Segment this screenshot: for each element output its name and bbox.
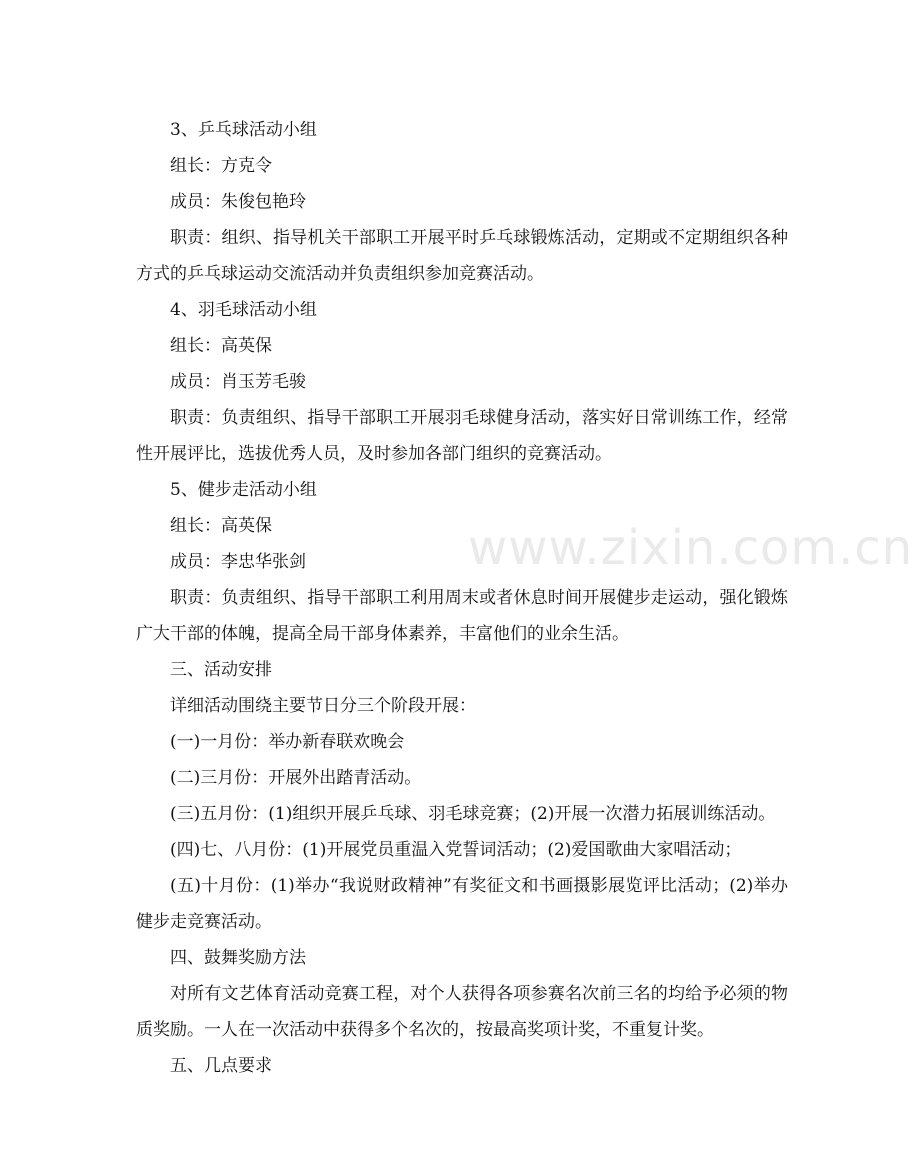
section-heading-schedule: 三、活动安排	[170, 660, 272, 680]
schedule-item: (三)五月份：(1)组织开展乒乓球、羽毛球竞赛；(2)开展一次潜力拓展训练活动。	[170, 804, 776, 824]
duty-paragraph: 职责：负责组织、指导干部职工利用周末或者休息时间开展健步走运动，强化锻炼广大干部的体魄，提高全局干部身体素养，丰富他们的业余生活。	[136, 588, 788, 644]
members-line: 成员：李忠华张剑	[170, 552, 306, 572]
section-title-walking: 5、健步走活动小组	[170, 480, 317, 500]
schedule-item: (二)三月份：开展外出踏青活动。	[170, 768, 422, 788]
rewards-paragraph: 对所有文艺体育活动竞赛工程，对个人获得各项参赛名次前三名的均给予必须的物质奖励。一人在一次活动中获得多个名次的，按最高奖项计奖，不重复计奖。	[136, 984, 788, 1040]
watermark-text: www.zixin.com.cn	[468, 520, 914, 576]
leader-line: 组长：方克令	[170, 156, 272, 176]
duty-paragraph: 职责：组织、指导机关干部职工开展平时乒乓球锻炼活动，定期或不定期组织各种方式的乒乓球运动交流活动并负责组织参加竞赛活动。	[136, 228, 788, 284]
schedule-item: (一)一月份：举办新春联欢晚会	[170, 732, 405, 752]
schedule-item: (五)十月份：(1)举办“我说财政精神”有奖征文和书画摄影展览评比活动；(2)举办健步走竞赛活动。	[136, 876, 788, 932]
section-title-pingpong: 3、乒乓球活动小组	[170, 120, 317, 140]
schedule-item: (四)七、八月份：(1)开展党员重温入党誓词活动；(2)爱国歌曲大家唱活动；	[170, 840, 742, 860]
leader-line: 组长：高英保	[170, 336, 272, 356]
document-body	[136, 112, 788, 1084]
duty-paragraph: 职责：负责组织、指导干部职工开展羽毛球健身活动，落实好日常训练工作，经常性开展评比，选拔优秀人员，及时参加各部门组织的竞赛活动。	[136, 408, 788, 464]
section-heading-rewards: 四、鼓舞奖励方法	[170, 948, 306, 968]
members-line: 成员：肖玉芳毛骏	[170, 372, 306, 392]
section-heading-requirements: 五、几点要求	[170, 1056, 272, 1076]
members-line: 成员：朱俊包艳玲	[170, 192, 306, 212]
schedule-intro: 详细活动围绕主要节日分三个阶段开展：	[170, 696, 476, 716]
leader-line: 组长：高英保	[170, 516, 272, 536]
section-title-badminton: 4、羽毛球活动小组	[170, 300, 317, 320]
